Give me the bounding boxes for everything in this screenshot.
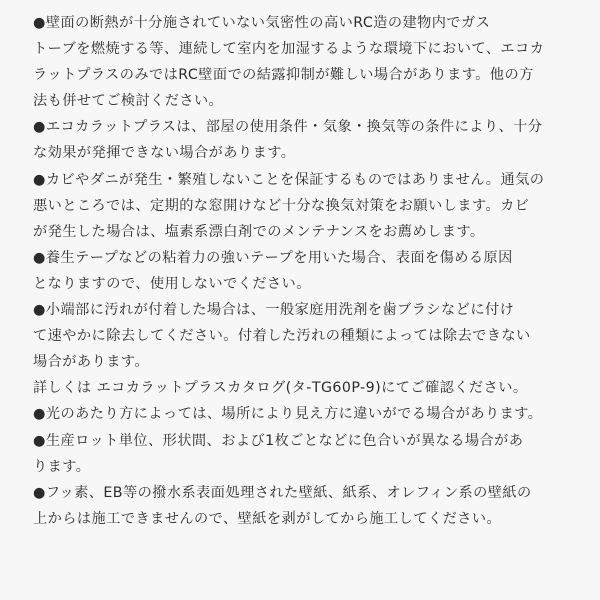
note-4 [33, 245, 572, 297]
note-line: ●フッ素、EB等の撥水系表面処理された壁紙、紙系、オレフィン系の壁紙の [33, 484, 532, 501]
note-line: ●カビやダニが発生・繁殖しないことを保証するものではありません。通気の [33, 171, 545, 188]
note-line: ●養生テープなどの粘着力の強いテープを用いた場合、表面を傷める原因 [33, 249, 513, 266]
note-line: ●生産ロット単位、形状間、および1枚ごとなどに色合いが異なる場合があ [33, 432, 524, 449]
note-line: ●小端部に汚れが付着した場合は、一般家庭用洗剤を歯ブラシなどに付け [33, 302, 515, 319]
note-line: 詳しくは エコカラットプラスカタログ(タ-TG60P-9)にてご確認ください。 [33, 380, 528, 397]
note-7 [33, 428, 572, 480]
note-line: ります。 [33, 458, 91, 475]
note-line: トーブを燃焼する等、連続して室内を加湿するような環境下において、エコカ [33, 41, 545, 58]
note-line: 悪いところでは、定期的な窓開けなど十分な換気対策をお願いします。カビ [33, 197, 530, 214]
catalog-reference [33, 375, 572, 401]
note-6 [33, 401, 572, 427]
note-1 [33, 10, 572, 114]
note-line: ●壁面の断熱が十分施されていない気密性の高いRC造の建物内でガス [33, 15, 491, 31]
note-line: 法も併せてご検討ください。 [33, 93, 224, 110]
note-line: 場合があります。 [33, 354, 149, 371]
note-line: となりますので、使用しないでください。 [33, 275, 311, 292]
note-line: て速やかに除去してください。付着した汚れの種類によっては除去できない [33, 328, 531, 345]
note-line: 上からは施工できませんので、壁紙を剥がしてから施工してください。 [33, 510, 502, 527]
note-2 [33, 114, 572, 166]
note-line: ラットプラスのみではRC壁面での結露抑制が難しい場合があります。他の方 [33, 67, 534, 84]
note-8 [33, 480, 572, 532]
note-line: な効果が発揮できない場合があります。 [33, 145, 296, 162]
note-5 [33, 297, 572, 375]
note-line: が発生した場合は、塩素系漂白剤でのメンテナンスをお薦めします。 [33, 223, 485, 240]
note-3 [33, 167, 572, 245]
note-line: ●光のあたり方によっては、場所により見え方に違いがでる場合があります。 [33, 406, 543, 423]
note-line: ●エコカラットプラスは、部屋の使用条件・気象・換気等の条件により、十分 [33, 119, 543, 136]
